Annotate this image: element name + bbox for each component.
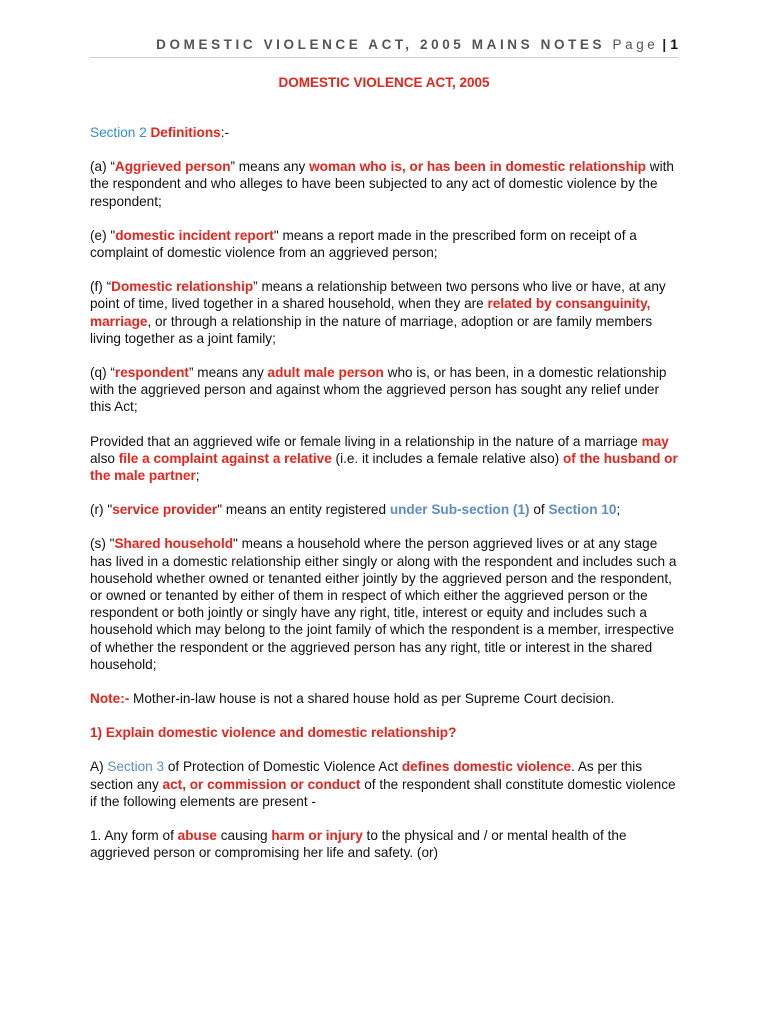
proviso-highlight-1: may: [641, 433, 669, 449]
def-e-term: domestic incident report: [115, 227, 274, 243]
def-a-text-1: (a) “: [90, 159, 115, 175]
proviso-highlight-3: of the husband or the male partner: [90, 450, 678, 484]
definition-s: [90, 535, 682, 673]
def-q-term: respondent: [114, 365, 189, 381]
def-r-subsection-ref: under Sub-section (1): [389, 502, 530, 518]
point-1-text-1: 1. Any form of: [90, 828, 178, 844]
proviso: [90, 433, 682, 485]
def-r-text-2: " means an entity registered: [217, 502, 390, 518]
def-f-highlight: related by consanguinity, marriage: [90, 296, 651, 329]
document-title: DOMESTIC VIOLENCE ACT, 2005: [278, 75, 490, 90]
def-r-section-ref: Section 10: [548, 502, 617, 518]
def-e-text-1: (e) ": [90, 227, 116, 243]
answer-section-ref: Section 3: [107, 759, 165, 775]
def-s-text-2: " means a household where the person aggrieved lives or at any stage has lived in a domestic relationship either singly or along with the respondent and includes such a household whether owned or tenanted either jointly by the aggrieved person and the respondent, or owned or tenanted by either of them in respect of which either the aggrieved person or the respondent or both jointly or singly have any right, title, interest or equity and includes such a household which may belong to the joint family of which the respondent is a member, irrespective of whether the respondent or the aggrieved person has any right, title or interest in the shared household;: [90, 536, 677, 672]
note-text: Mother-in-law house is not a shared house hold as per Supreme Court decision.: [129, 691, 615, 707]
header-title: DOMESTIC VIOLENCE ACT, 2005 MAINS NOTES: [156, 37, 606, 52]
page-number: 1: [670, 36, 678, 52]
answer-text-2: of Protection of Domestic Violence Act: [164, 759, 402, 775]
def-f-term: Domestic relationship: [111, 279, 254, 295]
proviso-text-1: Provided that an aggrieved wife or female living in a relationship in the nature of a marriage: [90, 433, 642, 449]
header-page-word: Page: [612, 37, 659, 52]
def-r-term: service provider: [112, 502, 218, 518]
def-r-text-1: (r) ": [90, 502, 113, 518]
def-r-text-4: ;: [616, 502, 621, 518]
def-a-term: Aggrieved person: [114, 159, 231, 175]
def-a-text-3: with the respondent and who alleges to have been subjected to any act of domestic violence by the respondent;: [90, 159, 674, 209]
definition-q: [90, 364, 682, 416]
def-s-term: Shared household: [114, 536, 234, 552]
answer-text-3: . As per this section any: [90, 759, 643, 792]
definition-e: [90, 227, 682, 261]
proviso-text-2: also: [90, 450, 119, 466]
def-q-text-1: (q) “: [90, 365, 115, 381]
def-a-text-2: ” means any: [230, 159, 310, 175]
point-1-highlight-1: abuse: [177, 828, 217, 844]
def-e-text-2: " means a report made in the prescribed form on receipt of a complaint of domestic violence from an aggrieved person;: [90, 227, 637, 261]
point-1: [90, 827, 682, 861]
def-q-text-3: who is, or has been, in a domestic relationship with the aggrieved person and against whom the aggrieved person has sought any relief under this Act;: [90, 365, 667, 415]
section-heading: [90, 124, 682, 141]
answer-highlight-2: act, or commission or conduct: [162, 776, 361, 792]
note-label: Note:-: [90, 691, 130, 707]
proviso-highlight-2: file a complaint against a relative: [118, 450, 332, 466]
answer-paragraph: [90, 758, 682, 810]
proviso-text-3: (i.e. it includes a female relative also): [331, 450, 563, 466]
def-f-text-3: , or through a relationship in the nature of marriage, adoption or are family members living together as a joint family;: [90, 313, 653, 346]
header-separator: |: [662, 37, 667, 52]
def-q-text-2: ” means any: [188, 365, 268, 381]
def-r-text-3: of: [529, 502, 549, 518]
def-f-text-2: ” means a relationship between two persons who live or have, at any point of time, lived together in a shared household, when they are: [90, 279, 666, 312]
answer-text-1: A): [90, 759, 108, 775]
proviso-text-4: ;: [195, 468, 200, 484]
answer-text-4: of the respondent shall constitute domestic violence if the following elements are present -: [90, 776, 676, 809]
page-header: [90, 36, 678, 52]
header-divider: [90, 57, 678, 58]
def-s-text-1: (s) ": [90, 536, 115, 552]
section-word: Definitions: [150, 125, 221, 140]
document-body: [90, 124, 682, 862]
definition-f: [90, 278, 682, 347]
section-ref: Section 2: [90, 125, 147, 140]
note: [90, 690, 682, 707]
def-f-text-1: (f) “: [90, 279, 112, 295]
def-a-highlight: woman who is, or has been in domestic relationship: [309, 159, 646, 175]
definition-a: [90, 158, 682, 210]
def-q-highlight: adult male person: [267, 365, 384, 381]
definition-r: [90, 501, 682, 518]
answer-highlight-1: defines domestic violence: [401, 759, 572, 775]
point-1-text-3: to the physical and / or mental health of the aggrieved person or compromising her life and safety. (or): [90, 828, 627, 861]
section-suffix: :-: [220, 125, 230, 140]
point-1-text-2: causing: [216, 828, 272, 844]
question-heading: 1) Explain domestic violence and domestic relationship?: [90, 725, 457, 741]
point-1-highlight-2: harm or injury: [271, 828, 363, 844]
